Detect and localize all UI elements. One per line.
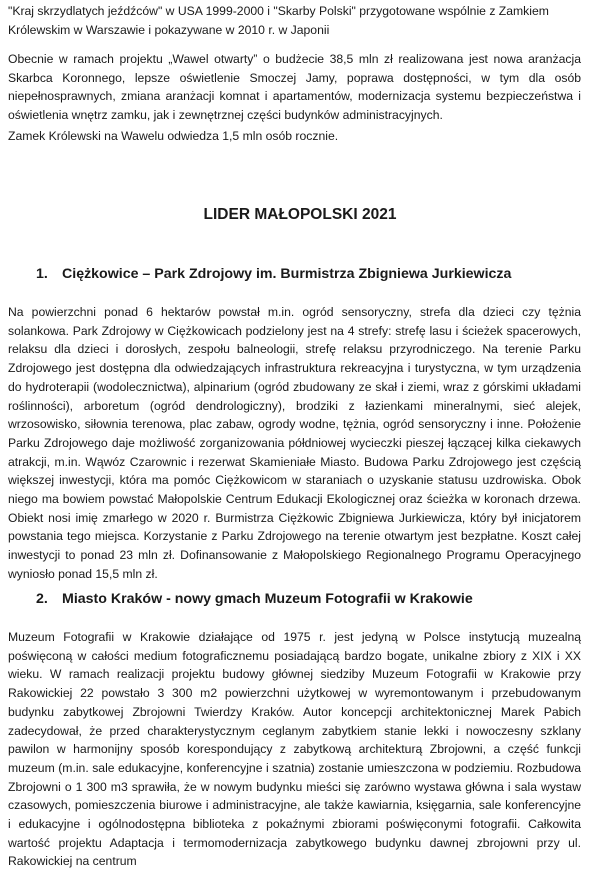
section-2-heading <box>36 591 596 607</box>
intro-paragraph-exhibitions: "Kraj skrzydlatych jeźdźców" w USA 1999-2000 i "Skarby Polski" przygotowane wspólnie z Zamkiem Królewskim w Warszawie i pokazywane w 2010 r. w Japonii <box>8 4 549 37</box>
intro-paragraph-visitors: Zamek Królewski na Wawelu odwiedza 1,5 mln osób rocznie. <box>8 129 339 143</box>
section-1-heading <box>36 266 596 282</box>
section-1-body: Na powierzchni ponad 6 hektarów powstał m.in. ogród sensoryczny, strefa dla dzieci czy tężnia solankowa. Park Zdrojowy w Ciężkowicach podzielony jest na 4 strefy: strefę lasu i ścieżek spacerowych, relaksu dla dzieci i dorosłych, zespołu balneologii, strefę relaksu przyrodniczego. Na terenie Parku Zdrojowego jest dostępna dla odwiedzających infrastruktura rekreacyjna i turystyczna, w tym urządzenia do hydroterapii (wodolecznictwa), alpinarium (ogród zbudowany ze skał i ziemi, wraz z górskimi układami roślinności), arboretum (ogród dendrologiczny), brodziki z łazienkami mineralnymi, sieć alejek, wrzosowisko, siłownia terenowa, plac zabaw, ogrody wodne, tężnia, ogród sensoryczny i inne. Położenie Parku Zdrojowego daje możliwość zorganizowania półdniowej wycieczki pieszej łączącej kilka ciekawych atrakcji, m.in. Wąwóz Czarownic i rezerwat Skamieniałe Miasto. Budowa Parku Zdrojowego jest częścią większej inwestycji, która ma pomóc Ciężkowicom w staraniach o uzyskanie statusu uzdrowiska. Obok niego ma bowiem powstać Małopolskie Centrum Edukacji Ekologicznej oraz ścieżka w koronach drzewa. Obiekt nosi imię zmarłego w 2020 r. Burmistrza Ciężkowic Zbigniewa Jurkiewicza, który był inicjatorem powstania tego miejsca. Korzystanie z Parku Zdrojowego na terenie otwartym jest bezpłatne. Koszt całej inwestycji to ponad 23 mln zł. Dofinansowanie z Małopolskiego Regionalnego Programu Operacyjnego wyniosło ponad 15,5 mln zł. <box>8 305 581 581</box>
section-2-body: Muzeum Fotografii w Krakowie działające od 1975 r. jest jedyną w Polsce instytucją muzealną poświęconą w całości medium fotograficznemu posiadającą bardzo bogate, unikalne zbiory z XIX i XX wieku. W ramach realizacji projektu budowy głównej siedziby Muzeum Fotografii w Krakowie przy Rakowickiej 22 powstało 3 300 m2 powierzchni użytkowej w wyremontowanym i przebudowanym budynku zabytkowej Zbrojowni Twierdzy Kraków. Autor koncepcji architektonicznej Marek Pabich zadecydował, że przed charakterystycznym ceglanym zabytkiem stanie lekki i nowoczesny szklany pawilon w harmonijny sposób korespondujący z zabytkową architekturą Zbrojowni, a część funkcji muzeum (m.in. sale edukacyjne, konferencyjne i szatnia) zostanie umieszczona w podziemiu. Rozbudowa Zbrojowni o 1 300 m3 sprawiła, że w nowym budynku mieści się zarówno wystawa główna i sala wystaw czasowych, pomieszczenia biurowe i administracyjne, ale także kawiarnia, księgarnia, sale konferencyjne i edukacyjne i ogólnodostępna biblioteka z pokaźnymi zbiorami poświęconymi fotografii. Całkowita wartość projektu Adaptacja i termomodernizacja zabytkowego budynku dawnej zbrojowni przy ul. Rakowickiej na centrum <box>8 630 581 869</box>
main-title: LIDER MAŁOPOLSKI 2021 <box>203 206 397 223</box>
section-1-title: Ciężkowice – Park Zdrojowy im. Burmistrza Zbigniewa Jurkiewicza <box>62 266 512 282</box>
intro-paragraph-wawel-project: Obecnie w ramach projektu „Wawel otwarty” o budżecie 38,5 mln zł realizowana jest nowa aranżacja Skarbca Koronnego, lepsze oświetlenie Smoczej Jamy, poprawa dostępności, w tym dla osób niepełnosprawnych, zmiana aranżacji komnat i apartamentów, modernizacja systemu bezpieczeństwa i oświetlenia wnętrz zamku, jak i zewnętrznej części budynków administracyjnych. <box>8 52 581 123</box>
section-2-number: 2. <box>36 591 48 607</box>
section-1-number: 1. <box>36 266 48 282</box>
section-2-title: Miasto Kraków - nowy gmach Muzeum Fotografii w Krakowie <box>62 591 473 607</box>
